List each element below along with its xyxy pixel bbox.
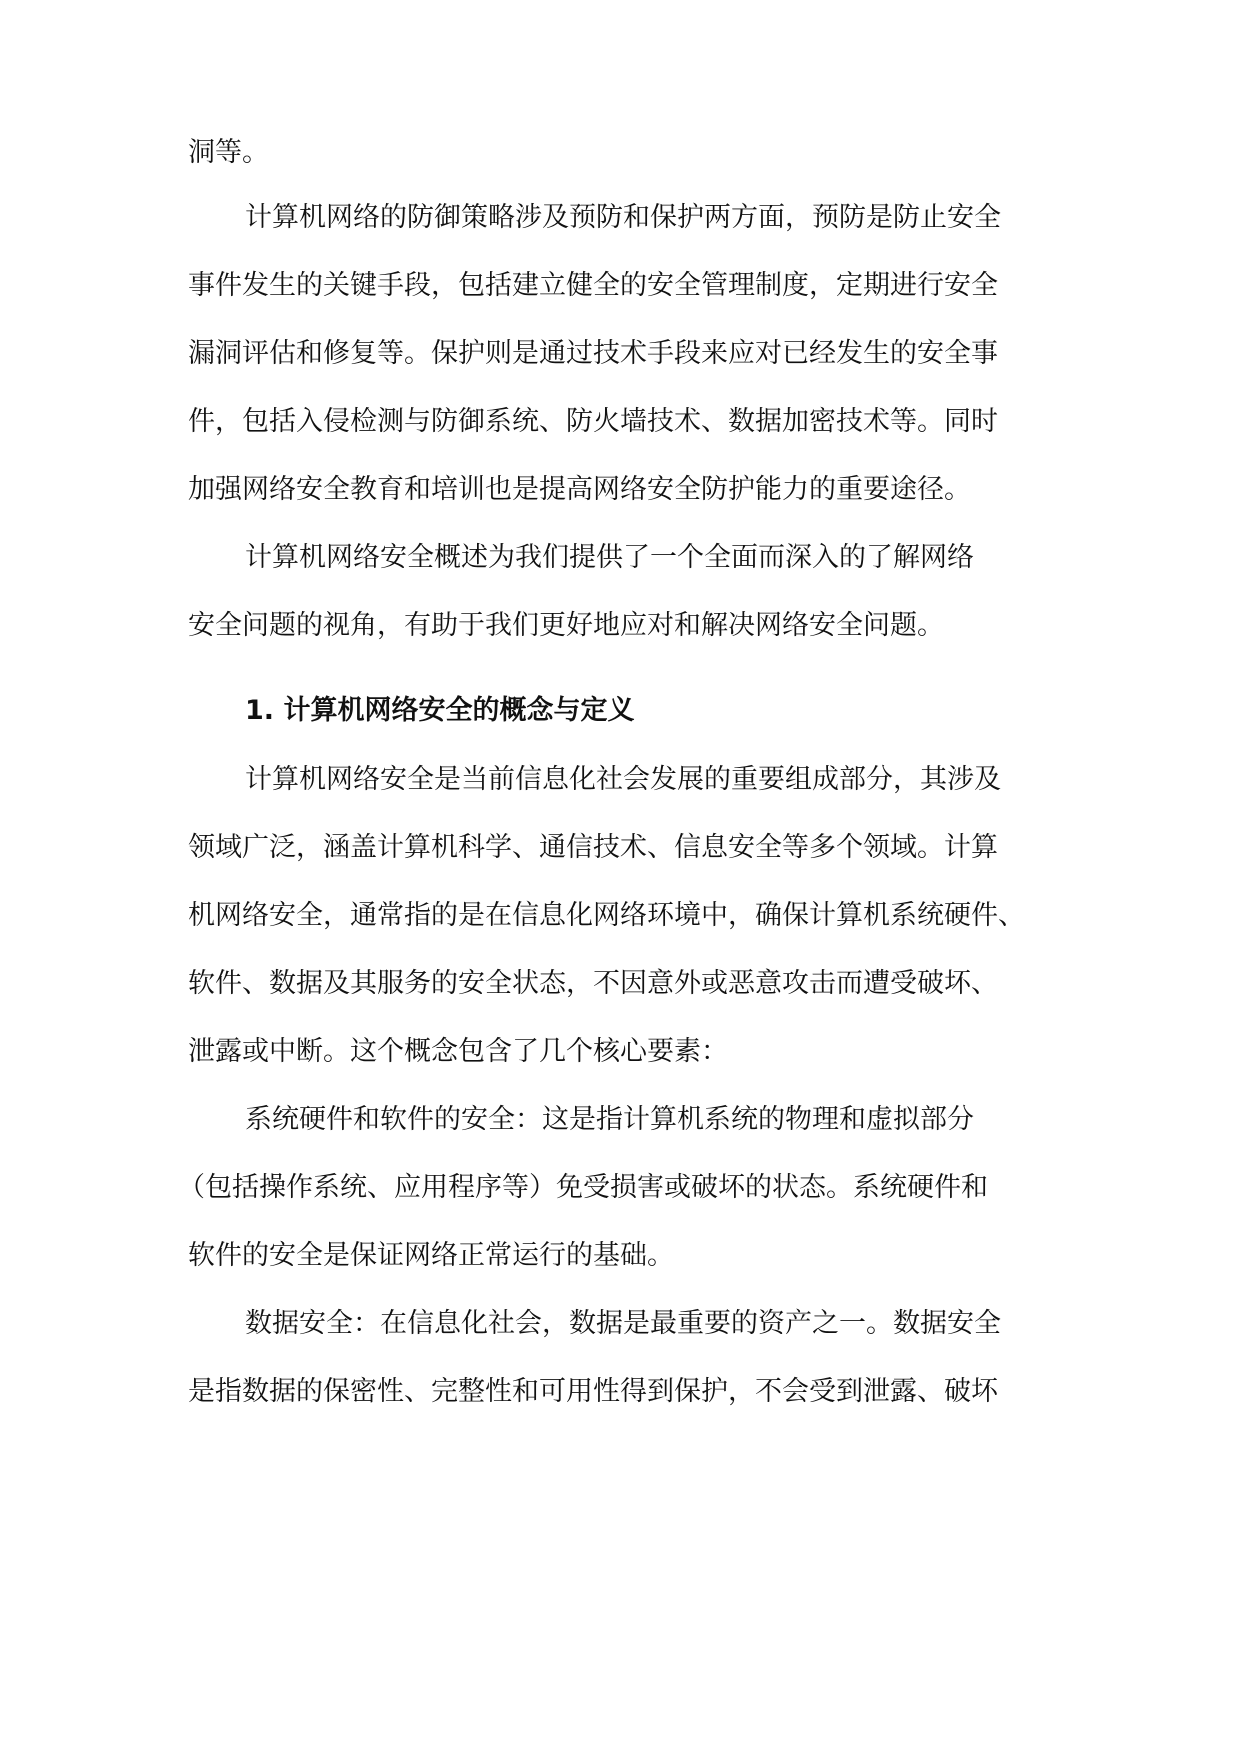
section-heading: 1. 计算机网络安全的概念与定义: [245, 695, 635, 726]
text-line: 是指数据的保密性、完整性和可用性得到保护，不会受到泄露、破坏: [188, 1376, 998, 1407]
text-line: 安全问题的视角，有助于我们更好地应对和解决网络安全问题。: [188, 610, 944, 641]
paragraph-line-indented: 计算机网络的防御策略涉及预防和保护两方面，预防是防止安全: [245, 202, 1001, 233]
text-line: 洞等。: [188, 137, 269, 168]
text-line: （包括操作系统、应用程序等）免受损害或破坏的状态。系统硬件和: [178, 1172, 988, 1203]
text-line: 软件的安全是保证网络正常运行的基础。: [188, 1240, 674, 1271]
text-line: 漏洞评估和修复等。保护则是通过技术手段来应对已经发生的安全事: [188, 338, 998, 369]
text-line: 件，包括入侵检测与防御系统、防火墙技术、数据加密技术等。同时: [188, 406, 998, 437]
text-line: 加强网络安全教育和培训也是提高网络安全防护能力的重要途径。: [188, 474, 971, 505]
paragraph-line-indented: 计算机网络安全是当前信息化社会发展的重要组成部分，其涉及: [245, 764, 1001, 795]
paragraph-line-indented: 系统硬件和软件的安全：这是指计算机系统的物理和虚拟部分: [245, 1104, 974, 1135]
text-line: 领域广泛，涵盖计算机科学、通信技术、信息安全等多个领域。计算: [188, 832, 998, 863]
paragraph-line-indented: 数据安全：在信息化社会，数据是最重要的资产之一。数据安全: [245, 1308, 1001, 1339]
text-line: 机网络安全，通常指的是在信息化网络环境中，确保计算机系统硬件、: [188, 900, 1025, 931]
text-line: 软件、数据及其服务的安全状态，不因意外或恶意攻击而遭受破坏、: [188, 968, 998, 999]
text-line: 泄露或中断。这个概念包含了几个核心要素：: [188, 1036, 728, 1067]
text-line: 事件发生的关键手段，包括建立健全的安全管理制度，定期进行安全: [188, 270, 998, 301]
paragraph-line-indented: 计算机网络安全概述为我们提供了一个全面而深入的了解网络: [245, 542, 974, 573]
